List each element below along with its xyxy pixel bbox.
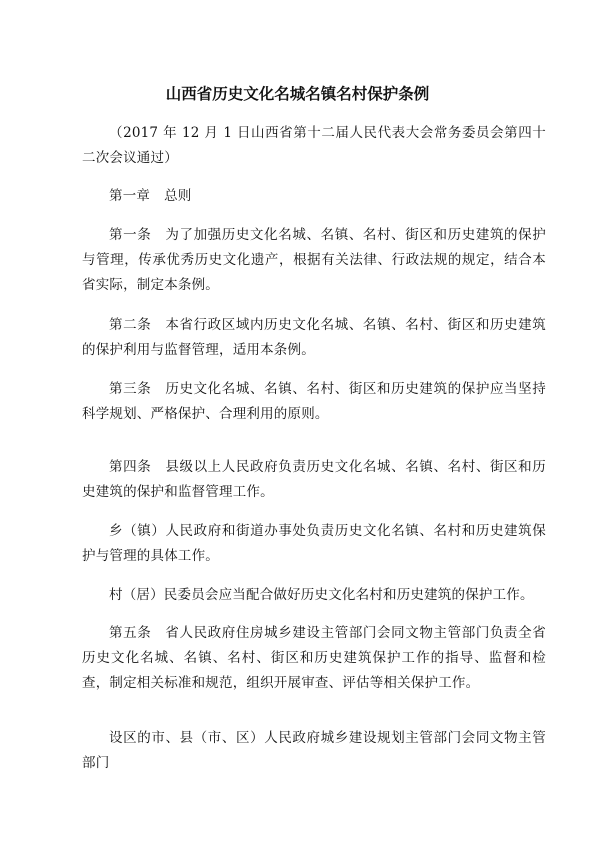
chapter-label: 第一章 [109, 188, 151, 204]
chapter-name: 总则 [164, 188, 192, 204]
adoption-note: （2017 年 12 月 1 日山西省第十二届人民代表大会常务委员会第四十二次会议通过） [82, 125, 546, 166]
article-label: 第五条 [109, 625, 152, 641]
article-text: 县级以上人民政府负责历史文化名城、名镇、名村、街区和历史建筑的保护和监督管理工作。 [82, 459, 546, 500]
article-text: 为了加强历史文化名城、名镇、名村、街区和历史建筑的保护与管理，传承优秀历史文化遗产，根据有关法律、行政法规的规定，结合本省实际，制定本条例。 [82, 227, 546, 293]
article-5-paragraph-2: 设区的市、县（市、区）人民政府城乡建设规划主管部门会同文物主管部门 [82, 730, 546, 771]
article-3 [82, 377, 546, 427]
article-4-paragraph-3: 村（居）民委员会应当配合做好历史文化名村和历史建筑的保护工作。 [109, 587, 534, 603]
chapter-heading [82, 184, 546, 209]
article-2 [82, 313, 546, 363]
document-title: 山西省历史文化名城名镇名村保护条例 [165, 85, 430, 103]
article-4 [82, 455, 546, 505]
article-5 [82, 621, 546, 696]
article-label: 第三条 [109, 381, 152, 397]
article-label: 第二条 [109, 317, 152, 333]
article-text: 本省行政区域内历史文化名城、名镇、名村、街区和历史建筑的保护利用与监督管理，适用本条例。 [82, 317, 546, 358]
article-1 [82, 223, 546, 298]
article-label: 第一条 [109, 227, 152, 243]
article-text: 省人民政府住房城乡建设主管部门会同文物主管部门负责全省历史文化名城、名镇、名村、街区和历史建筑保护工作的指导、监督和检查，制定相关标准和规范，组织开展审查、评估等相关保护工作。 [82, 625, 546, 691]
article-4-paragraph-2: 乡（镇）人民政府和街道办事处负责历史文化名镇、名村和历史建筑保护与管理的具体工作。 [82, 523, 546, 564]
article-label: 第四条 [109, 459, 152, 475]
article-text: 历史文化名城、名镇、名村、街区和历史建筑的保护应当坚持科学规划、严格保护、合理利用的原则。 [82, 381, 546, 422]
